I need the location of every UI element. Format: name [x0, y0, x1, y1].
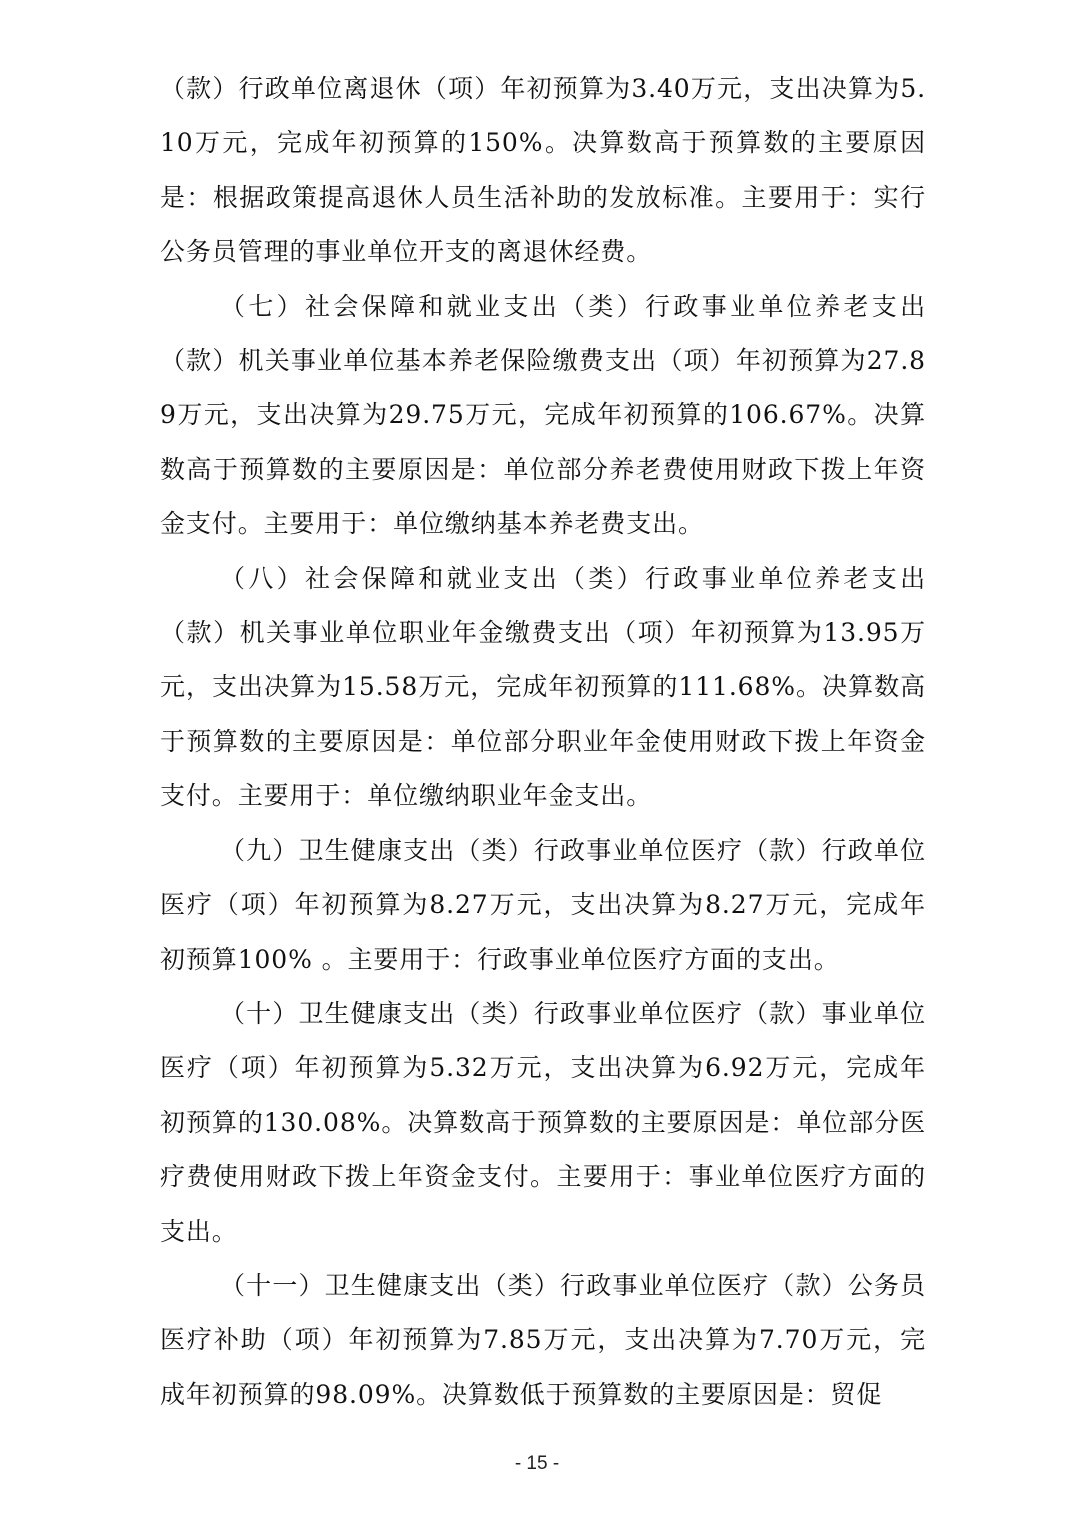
- paragraph-9-admin-medical: （九）卫生健康支出（类）行政事业单位医疗（款）行政单位医疗（项）年初预算为8.27万元，支出决算为8.27万元，完成年初预算100% 。主要用于：行政事业单位医疗方面的支出。: [160, 835, 926, 974]
- paragraph-8-pension-annuity: （八）社会保障和就业支出（类）行政事业单位养老支出（款）机关事业单位职业年金缴费支出（项）年初预算为13.95万元，支出决算为15.58万元，完成年初预算的111.68%。决算数高于预算数的主要原因是：单位部分职业年金使用财政下拨上年资金支付。主要用于：单位缴纳职业年金支出。: [160, 563, 926, 811]
- document-body: [160, 62, 926, 1422]
- paragraph-10-institution-medical: （十）卫生健康支出（类）行政事业单位医疗（款）事业单位医疗（项）年初预算为5.32万元，支出决算为6.92万元，完成年初预算的130.08%。决算数高于预算数的主要原因是：单位部分医疗费使用财政下拨上年资金支付。主要用于：事业单位医疗方面的支出。: [160, 998, 926, 1246]
- page-number: - 15 -: [514, 1453, 560, 1474]
- paragraph-continued: （款）行政单位离退休（项）年初预算为3.40万元，支出决算为5.10万元，完成年初预算的150%。决算数高于预算数的主要原因是：根据政策提高退休人员生活补助的发放标准。主要用于：实行公务员管理的事业单位开支的离退休经费。: [160, 74, 926, 267]
- paragraph-7-pension-basic: （七）社会保障和就业支出（类）行政事业单位养老支出（款）机关事业单位基本养老保险缴费支出（项）年初预算为27.89万元，支出决算为29.75万元，完成年初预算的106.67%。决算数高于预算数的主要原因是：单位部分养老费使用财政下拨上年资金支付。主要用于：单位缴纳基本养老费支出。: [160, 291, 926, 539]
- paragraph-11-civil-servant-medical: （十一）卫生健康支出（类）行政事业单位医疗（款）公务员医疗补助（项）年初预算为7.85万元，支出决算为7.70万元，完成年初预算的98.09%。决算数低于预算数的主要原因是：贸促: [160, 1270, 926, 1409]
